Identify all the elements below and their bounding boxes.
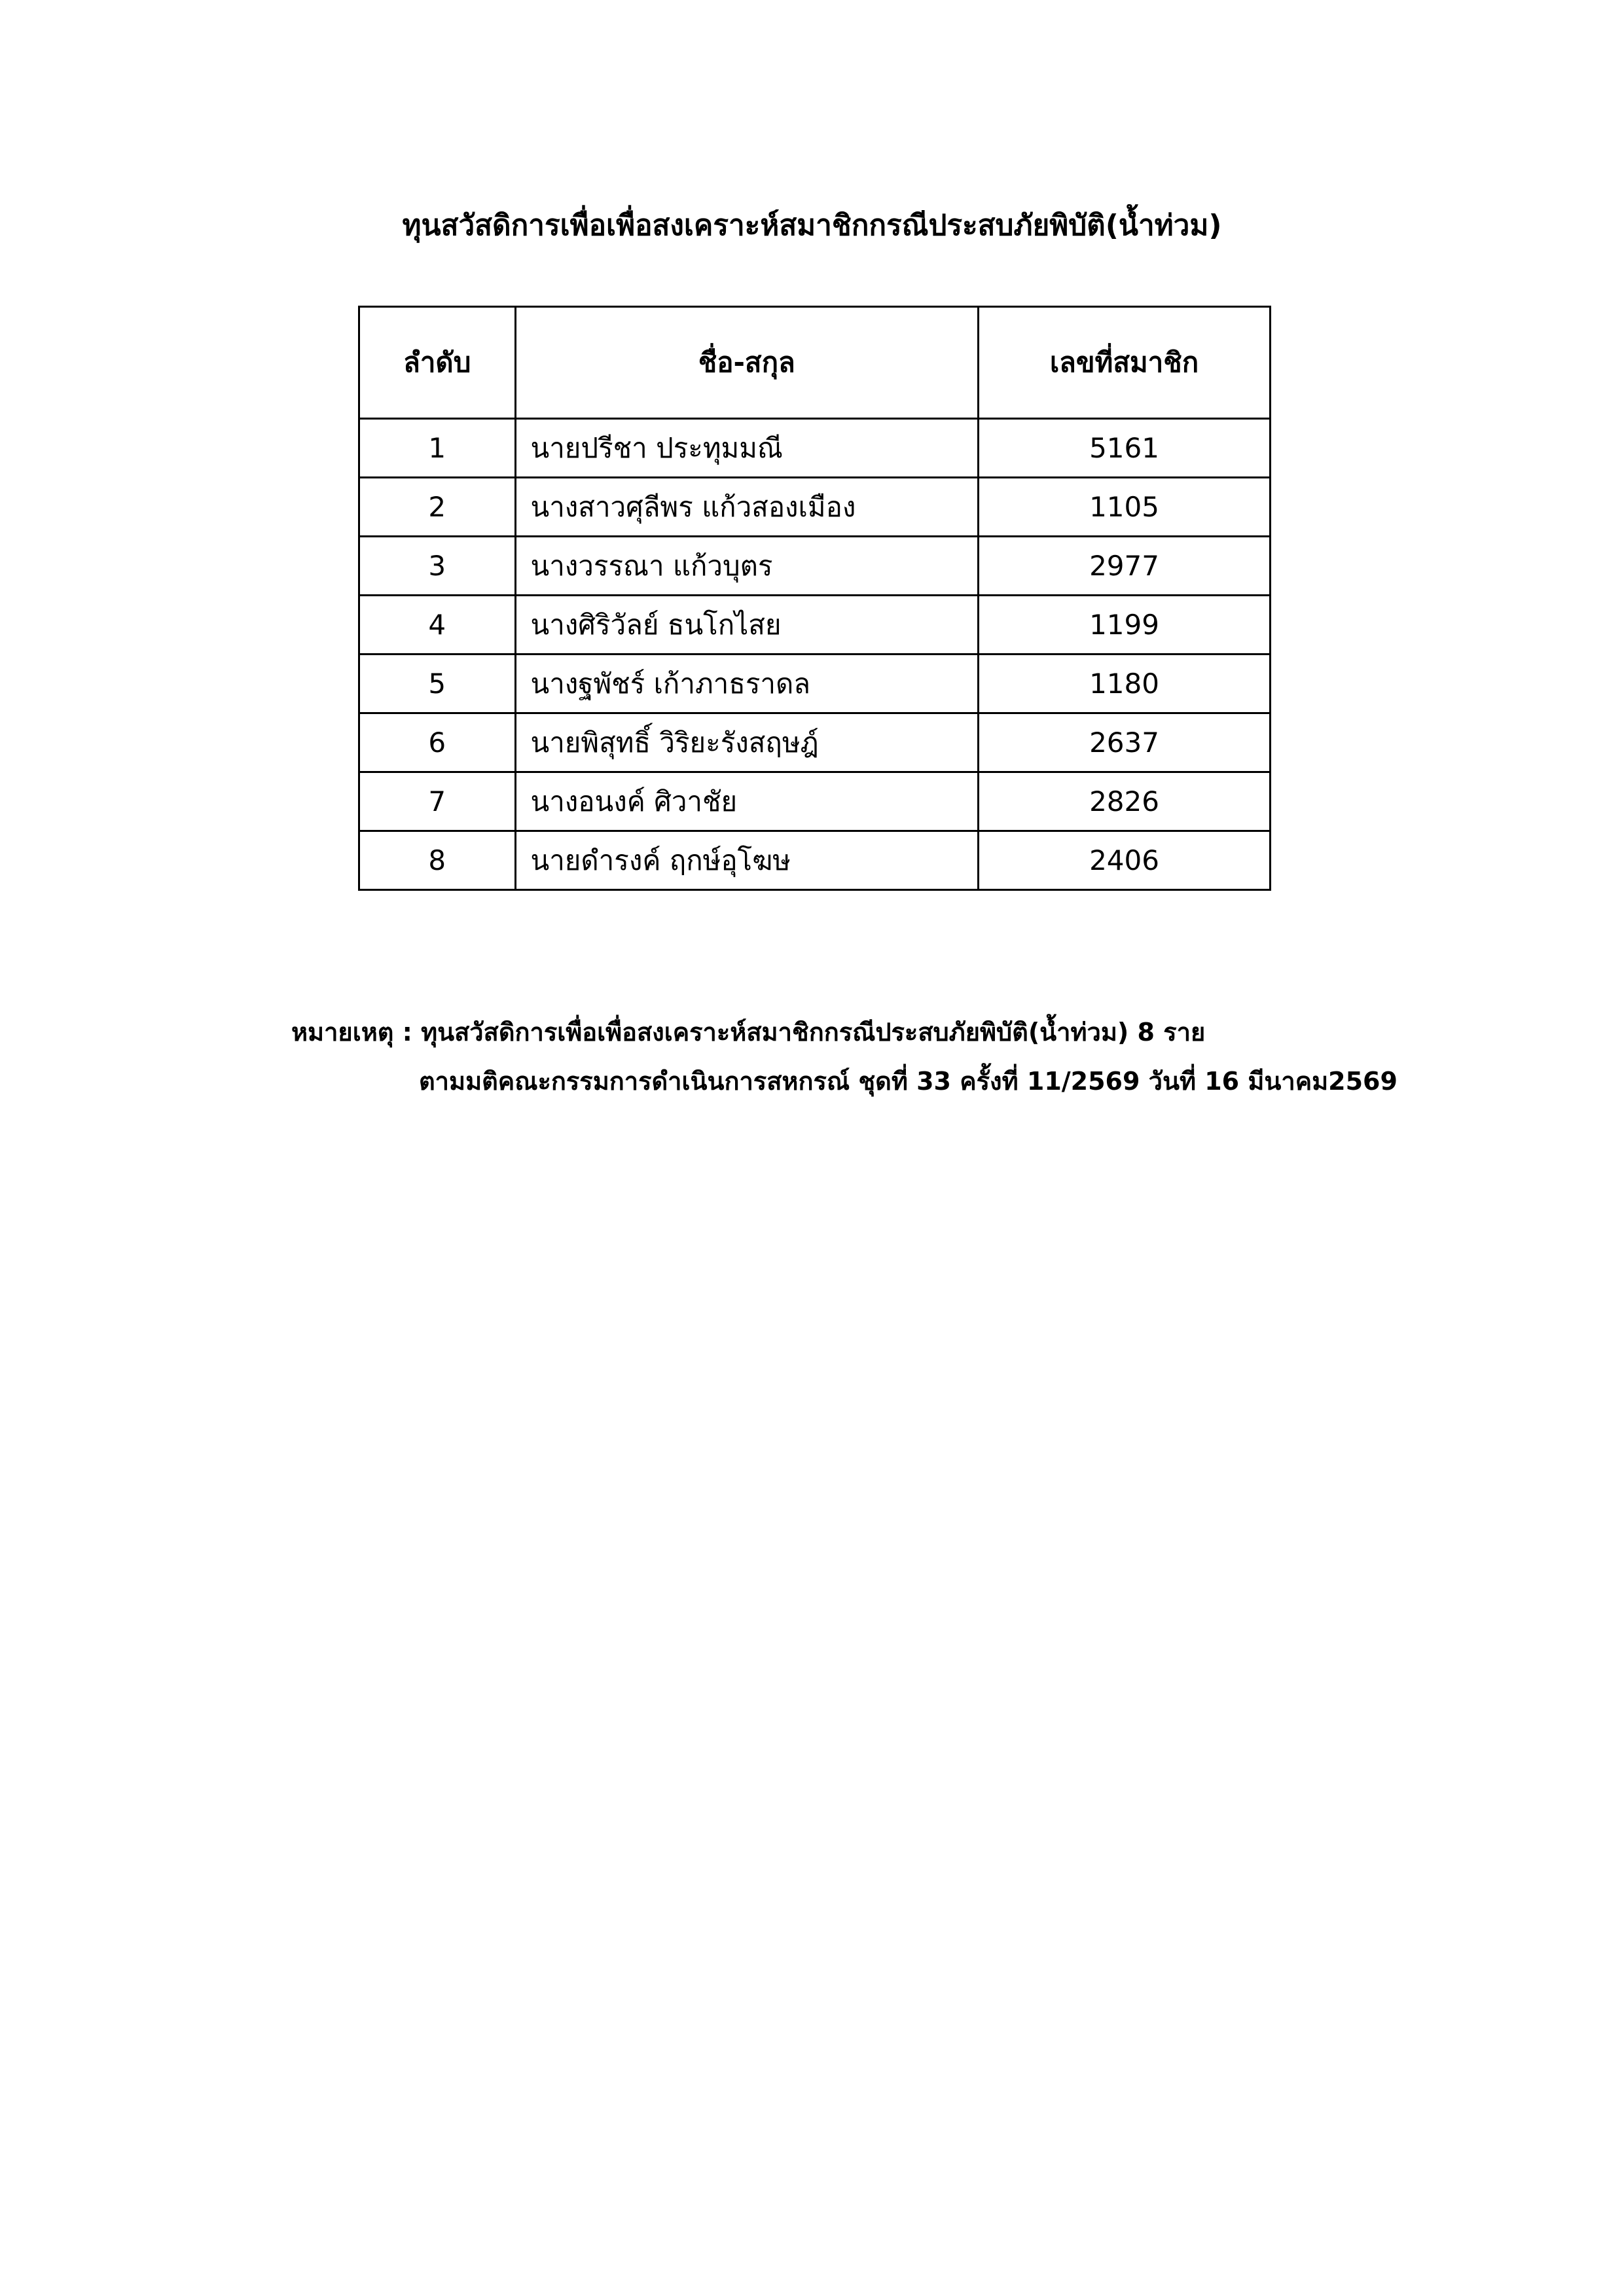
row-no: 5 — [359, 655, 516, 713]
note-line-2: ตามมติคณะกรรมการดำเนินการสหกรณ์ ชุดที่ 33 ครั้งที่ 11/2569 วันที่ 16 มีนาคม2569 — [419, 1067, 1398, 1096]
table-row — [359, 596, 1271, 655]
header-name: ชื่อ-สกุล — [515, 307, 979, 419]
note-line-1: ทุนสวัสดิการเพื่อเพื่อสงเคราะห์สมาชิกกรณีประสบภัยพิบัติ(น้ำท่วม) 8 ราย — [421, 1018, 1206, 1047]
header-no: ลำดับ — [359, 307, 516, 419]
row-no: 6 — [359, 713, 516, 772]
row-member-id: 2406 — [979, 831, 1271, 890]
row-no: 7 — [359, 772, 516, 831]
table-row — [359, 713, 1271, 772]
row-no: 4 — [359, 596, 516, 655]
row-member-id: 1105 — [979, 478, 1271, 537]
row-member-id: 2826 — [979, 772, 1271, 831]
row-member-id: 2977 — [979, 537, 1271, 596]
row-name: นายปรีชา ประทุมมณี — [515, 419, 979, 478]
table-row — [359, 772, 1271, 831]
row-name: นางศิริวัลย์ ธนโกไสย — [515, 596, 979, 655]
table-row — [359, 478, 1271, 537]
row-name: นางอนงค์ ศิวาชัย — [515, 772, 979, 831]
table-row — [359, 831, 1271, 890]
row-member-id: 1199 — [979, 596, 1271, 655]
row-name: นายพิสุทธิ์ วิริยะรังสฤษฎ์ — [515, 713, 979, 772]
members-table — [358, 306, 1271, 891]
row-member-id: 2637 — [979, 713, 1271, 772]
row-name: นายดำรงค์ ฤกษ์อุโฆษ — [515, 831, 979, 890]
table-row — [359, 537, 1271, 596]
row-name: นางวรรณา แก้วบุตร — [515, 537, 979, 596]
row-no: 2 — [359, 478, 516, 537]
table-header-row — [359, 307, 1271, 419]
table-row — [359, 419, 1271, 478]
row-member-id: 5161 — [979, 419, 1271, 478]
row-no: 3 — [359, 537, 516, 596]
row-no: 8 — [359, 831, 516, 890]
row-name: นางสาวศุลีพร แก้วสองเมือง — [515, 478, 979, 537]
document-title: ทุนสวัสดิการเพื่อเพื่อสงเคราะห์สมาชิกกรณีประสบภัยพิบัติ(น้ำท่วม) — [402, 209, 1222, 242]
note-label: หมายเหตุ : — [291, 1018, 412, 1047]
row-no: 1 — [359, 419, 516, 478]
table-row — [359, 655, 1271, 713]
note — [291, 1008, 1205, 1057]
row-name: นางฐพัชร์ เก้าภาธราดล — [515, 655, 979, 713]
row-member-id: 1180 — [979, 655, 1271, 713]
header-member-id: เลขที่สมาชิก — [979, 307, 1271, 419]
